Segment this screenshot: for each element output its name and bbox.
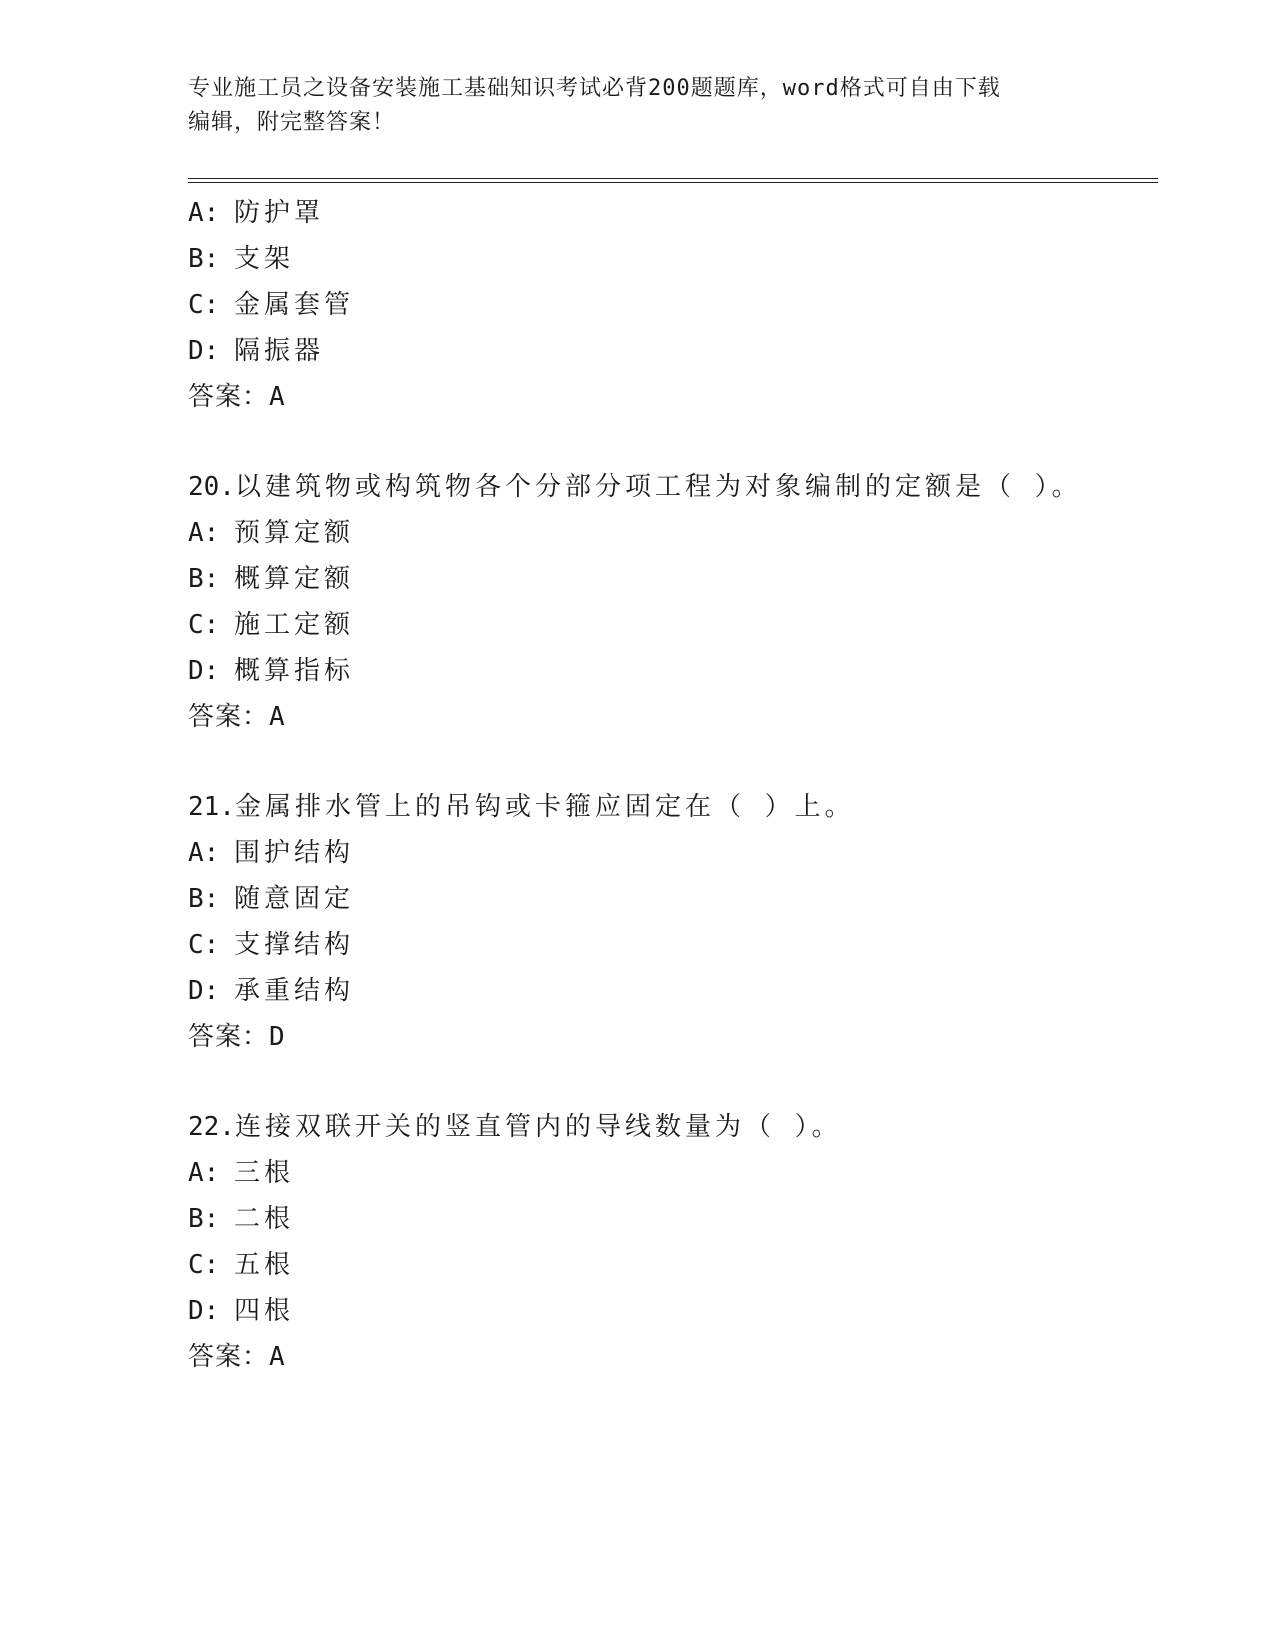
answer: 答案：A: [188, 702, 286, 732]
option-b: [188, 1196, 1158, 1242]
question-text: [188, 784, 1158, 830]
option-text: 五根: [234, 1250, 295, 1280]
option-label: D:: [188, 1296, 220, 1326]
option-label: C:: [188, 610, 220, 640]
header-divider-bottom: [188, 182, 1158, 183]
option-text: 支架: [234, 244, 295, 274]
option-c: [188, 602, 1158, 648]
question-20: [188, 464, 1158, 740]
question-22: [188, 1104, 1158, 1380]
header-line-1: 专业施工员之设备安装施工基础知识考试必背200题题库，word格式可自由下载: [188, 76, 1001, 101]
question-number: 21.: [188, 792, 235, 822]
option-d: [188, 1288, 1158, 1334]
option-label: C:: [188, 290, 220, 320]
question-21: [188, 784, 1158, 1060]
option-d: [188, 648, 1158, 694]
question-text: [188, 464, 1158, 510]
option-a: [188, 1150, 1158, 1196]
option-label: D:: [188, 336, 220, 366]
question-list: [188, 190, 1158, 1380]
spacer: [188, 740, 1158, 784]
option-d: [188, 968, 1158, 1014]
option-text: 防护罩: [234, 198, 325, 228]
document-header: [188, 72, 1068, 140]
option-a: [188, 510, 1158, 556]
option-text: 承重结构: [234, 976, 355, 1006]
question-number: 20.: [188, 472, 235, 502]
question-stem: 连接双联开关的竖直管内的导线数量为（ ）。: [234, 1112, 842, 1142]
option-text: 金属套管: [234, 290, 355, 320]
option-label: A:: [188, 518, 220, 548]
option-text: 隔振器: [234, 336, 325, 366]
question-19-continuation: [188, 190, 1158, 420]
option-text: 支撑结构: [234, 930, 355, 960]
option-label: C:: [188, 1250, 220, 1280]
answer: 答案：A: [188, 1342, 286, 1372]
option-label: B:: [188, 244, 220, 274]
option-text: 预算定额: [234, 518, 355, 548]
option-c: [188, 282, 1158, 328]
answer: 答案：D: [188, 1022, 286, 1052]
option-label: B:: [188, 564, 220, 594]
option-text: 四根: [234, 1296, 295, 1326]
option-c: [188, 1242, 1158, 1288]
option-b: [188, 876, 1158, 922]
option-text: 施工定额: [234, 610, 355, 640]
spacer: [188, 420, 1158, 464]
option-label: D:: [188, 656, 220, 686]
option-label: A:: [188, 838, 220, 868]
option-c: [188, 922, 1158, 968]
option-text: 概算指标: [234, 656, 355, 686]
option-text: 随意固定: [234, 884, 355, 914]
answer: 答案：A: [188, 382, 286, 412]
question-stem: 金属排水管上的吊钩或卡箍应固定在（ ）上。: [234, 792, 855, 822]
option-d: [188, 328, 1158, 374]
question-stem: 以建筑物或构筑物各个分部分项工程为对象编制的定额是（ ）。: [234, 472, 1082, 502]
question-number: 22.: [188, 1112, 235, 1142]
spacer: [188, 1060, 1158, 1104]
option-label: B:: [188, 1204, 220, 1234]
question-text: [188, 1104, 1158, 1150]
option-a: [188, 830, 1158, 876]
option-a: [188, 190, 1158, 236]
option-label: A:: [188, 198, 220, 228]
option-label: A:: [188, 1158, 220, 1188]
option-b: [188, 556, 1158, 602]
option-text: 围护结构: [234, 838, 355, 868]
option-label: B:: [188, 884, 220, 914]
option-text: 二根: [234, 1204, 295, 1234]
header-line-2: 编辑，附完整答案！: [188, 110, 396, 135]
header-divider-top: [188, 178, 1158, 179]
option-b: [188, 236, 1158, 282]
option-text: 概算定额: [234, 564, 355, 594]
option-text: 三根: [234, 1158, 295, 1188]
option-label: D:: [188, 976, 220, 1006]
option-label: C:: [188, 930, 220, 960]
